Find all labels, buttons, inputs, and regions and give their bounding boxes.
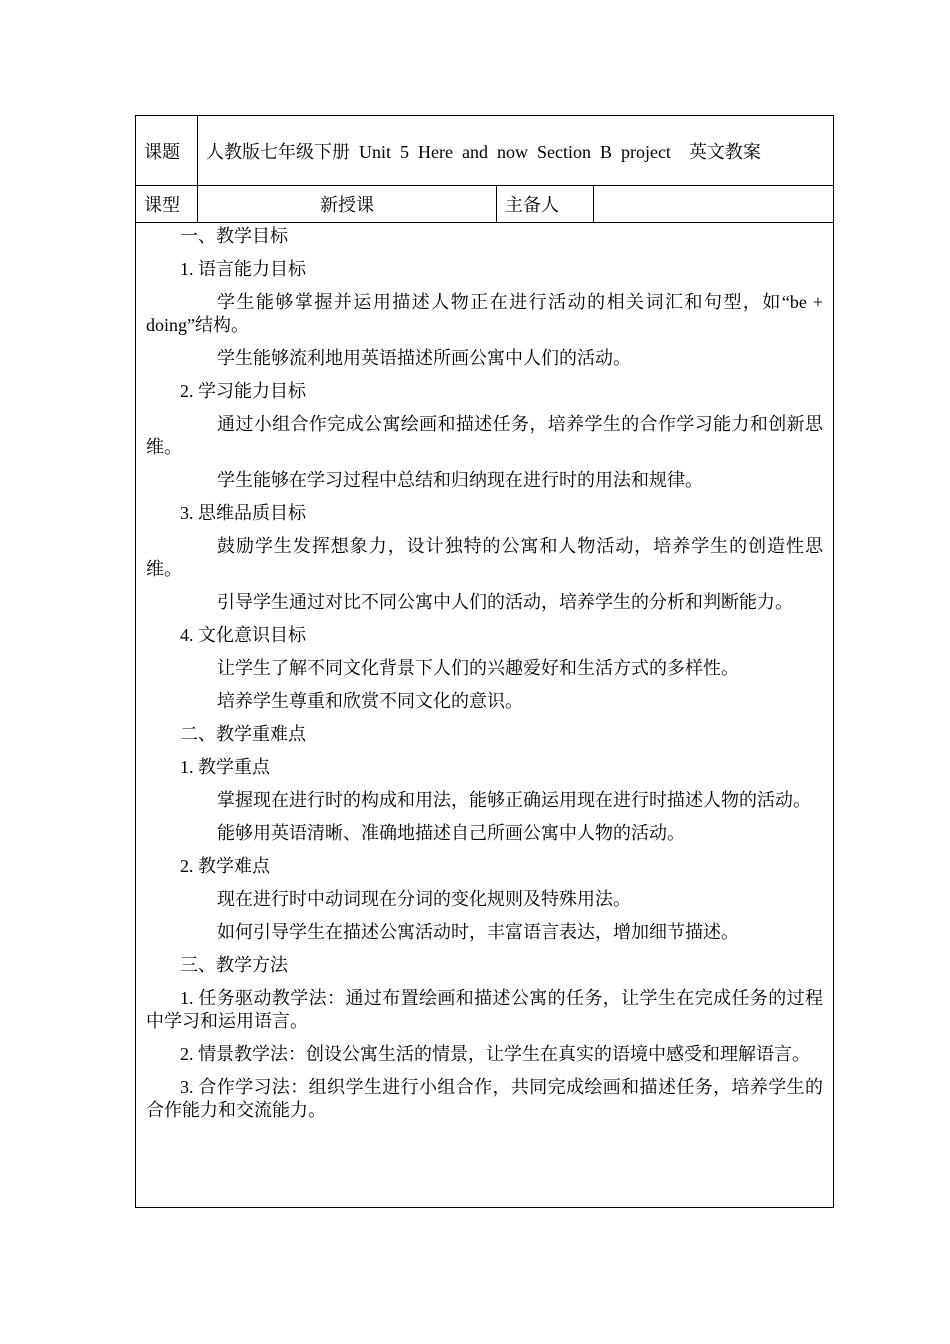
section-heading: 2. 学习能力目标	[180, 381, 306, 401]
section-heading: 1. 语言能力目标	[180, 259, 306, 279]
lesson-plan-table	[135, 115, 834, 1208]
section-heading: 三、教学方法	[180, 955, 288, 975]
lesson-body	[136, 223, 834, 1208]
lesson-title: 人教版七年级下册 Unit 5 Here and now Section B project 英文教案	[198, 116, 834, 186]
body-paragraph: 学生能够在学习过程中总结和归纳现在进行时的用法和规律。	[217, 470, 703, 490]
body-paragraph: 掌握现在进行时的构成和用法，能够正确运用现在进行时描述人物的活动。	[217, 790, 811, 810]
section-heading: 2. 情景教学法：创设公寓生活的情景，让学生在真实的语境中感受和理解语言。	[180, 1044, 810, 1064]
section-heading: 2. 教学难点	[180, 856, 270, 876]
section-heading: 3. 合作学习法：组织学生进行小组合作，共同完成绘画和描述任务，培养学生的合作能力和交流能力。	[146, 1077, 823, 1120]
section-heading: 3. 思维品质目标	[180, 503, 306, 523]
section-heading: 一、教学目标	[180, 226, 288, 246]
type-label: 课型	[136, 186, 198, 223]
preparer-value	[594, 186, 834, 223]
body-paragraph: 如何引导学生在描述公寓活动时，丰富语言表达，增加细节描述。	[217, 922, 739, 942]
body-paragraph: 鼓励学生发挥想象力，设计独特的公寓和人物活动，培养学生的创造性思维。	[146, 536, 823, 579]
section-heading: 1. 教学重点	[180, 757, 270, 777]
body-paragraph: 培养学生尊重和欣赏不同文化的意识。	[217, 691, 523, 711]
body-paragraph: 现在进行时中动词现在分词的变化规则及特殊用法。	[217, 889, 631, 909]
title-label: 课题	[136, 116, 198, 186]
preparer-label: 主备人	[497, 186, 594, 223]
body-paragraph: 学生能够流利地用英语描述所画公寓中人们的活动。	[217, 348, 631, 368]
type-value: 新授课	[198, 186, 497, 223]
body-paragraph: 学生能够掌握并运用描述人物正在进行活动的相关词汇和句型，如“be + doing”结构。	[146, 292, 823, 335]
section-heading: 1. 任务驱动教学法：通过布置绘画和描述公寓的任务，让学生在完成任务的过程中学习和运用语言。	[146, 988, 823, 1031]
body-paragraph: 能够用英语清晰、准确地描述自己所画公寓中人物的活动。	[217, 823, 685, 843]
body-paragraph: 通过小组合作完成公寓绘画和描述任务，培养学生的合作学习能力和创新思维。	[146, 414, 823, 457]
body-paragraph: 让学生了解不同文化背景下人们的兴趣爱好和生活方式的多样性。	[217, 658, 739, 678]
section-heading: 4. 文化意识目标	[180, 625, 306, 645]
body-paragraph: 引导学生通过对比不同公寓中人们的活动，培养学生的分析和判断能力。	[217, 592, 793, 612]
section-heading: 二、教学重难点	[180, 724, 306, 744]
